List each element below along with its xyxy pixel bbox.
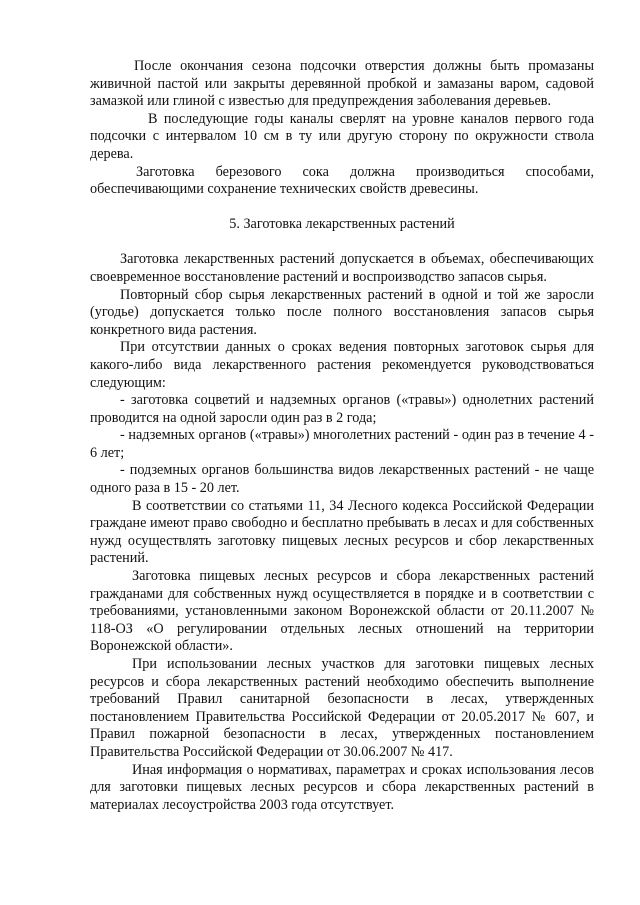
paragraph-birch-sap: Заготовка березового сока должна производиться способами, обеспечивающими сохранение технических свойств древесины. [90,163,594,198]
list-item-annual-plants: - заготовка соцветий и надземных органов («травы») однолетних растений проводится на одной заросли один раз в 2 года; [90,392,594,426]
paragraph-forest-code: В соответствии со статьями 11, 34 Лесного кодекса Российской Федерации граждане имеют право свободно и бесплатно пребывать в лесах и для собственных нужд осуществлять заготовку пищевых лесных ресурсов и сбор лекарственных растений. [90,497,594,567]
section-heading: 5. Заготовка лекарственных растений [229,215,455,232]
paragraph-sap-sealing: После окончания сезона подсочки отверстия должны быть промазаны живичной пастой или закрыты деревянной пробкой и замазаны варом, садовой замазкой или глиной с известью для предупреждения заболевания деревьев. [90,58,594,110]
paragraph-safety-rules: При использовании лесных участков для заготовки пищевых лесных ресурсов и сбора лекарственных растений необходимо обеспечить выполнение требований Правил санитарной безопасности в лесах, утвержденных постановлением Правительства Российской Федерации от 20.05.2017 № 607, и Правил пожарной безопасности в лесах, утвержденных постановлением Правительства Российской Федерации от 30.06.2007 № 417. [90,656,594,760]
paragraph-no-data-guidance: При отсутствии данных о сроках ведения повторных заготовок сырья для какого-либо вида лекарственного растения рекомендуется руководствоваться следующим: [90,339,594,391]
paragraph-voronezh-law: Заготовка пищевых лесных ресурсов и сбора лекарственных растений гражданами для собственных нужд осуществляется в порядке и в соответствии с требованиями, установленными законом Воронежской области от 20.11.2007 № 118-ОЗ «О регулировании отдельных лесных отношений на территории Воронежской области». [90,568,594,655]
paragraph-drilling-interval: В последующие годы каналы сверлят на уровне каналов первого года подсочки с интервалом 10 см в ту или другую сторону по окружности ствола дерева. [90,110,594,162]
paragraph-repeat-collection: Повторный сбор сырья лекарственных растений в одной и той же заросли (угодье) допускается только после полного восстановления запасов сырья конкретного вида растения. [90,286,594,338]
paragraph-other-info: Иная информация о нормативах, параметрах и сроках использования лесов для заготовки пищевых лесных ресурсов и сбора лекарственных растений в материалах лесоустройства 2003 года отсутствует. [90,761,594,813]
document-page [90,58,594,814]
list-item-perennial-plants: - надземных органов («травы») многолетних растений - один раз в течение 4 - 6 лет; [90,427,594,461]
list-item-underground-organs: - подземных органов большинства видов лекарственных растений - не чаще одного раза в 15 - 20 лет. [90,462,594,497]
paragraph-harvest-volumes: Заготовка лекарственных растений допускается в объемах, обеспечивающих своевременное восстановление растений и воспроизводство запасов сырья. [90,251,594,285]
